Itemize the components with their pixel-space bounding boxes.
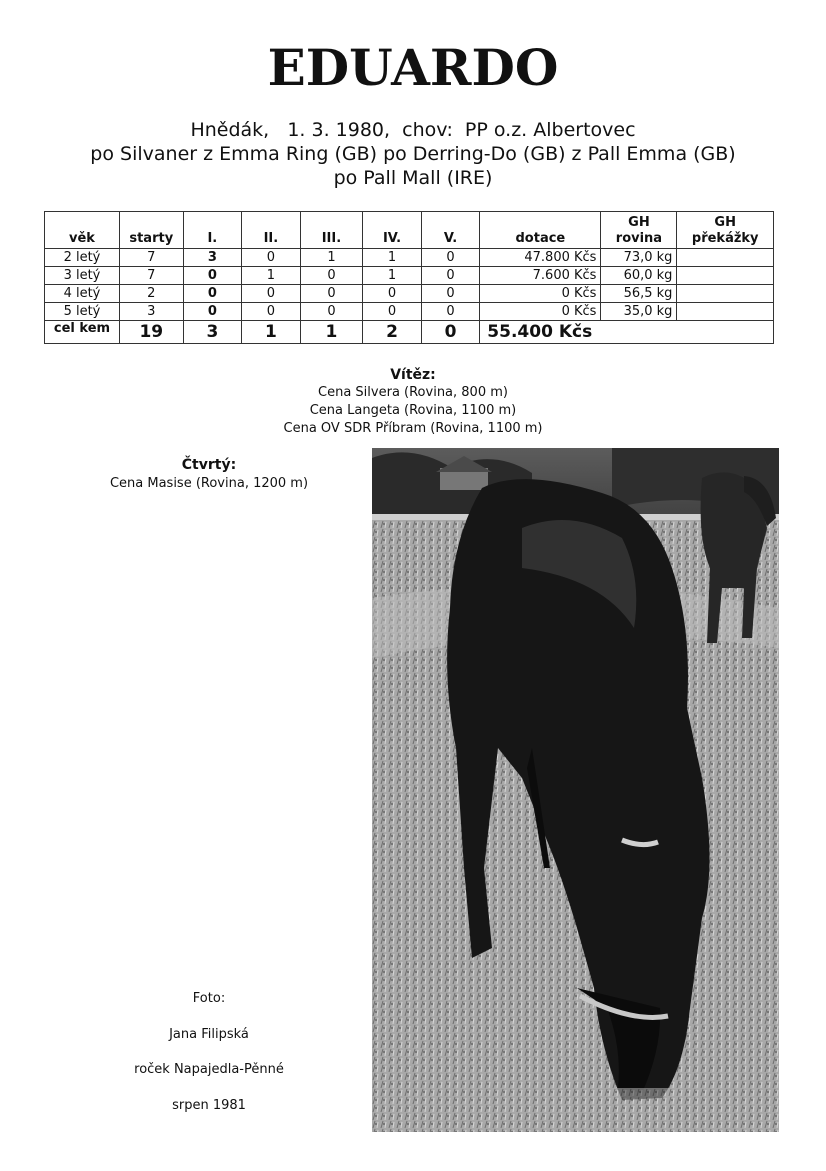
fourth-place-cell: 1 [363, 249, 422, 267]
total-first: 3 [183, 321, 242, 344]
third-place-cell: 1 [300, 249, 363, 267]
prize-cell: 7.600 Kčs [480, 267, 601, 285]
age-cell: 3 letý [45, 267, 120, 285]
prize-cell: 0 Kčs [480, 303, 601, 321]
gh-jump-bottom: překážky [691, 231, 759, 246]
second-place-cell: 0 [242, 249, 301, 267]
table-row [45, 285, 774, 303]
winner-race: Cena OV SDR Příbram (Rovina, 1100 m) [283, 421, 543, 436]
first-place-cell: 3 [183, 249, 242, 267]
age-cell: 4 letý [45, 285, 120, 303]
gh-jump-cell [677, 267, 774, 285]
col-third-header: III. [300, 212, 363, 249]
horse-photo [372, 448, 779, 1132]
gh-flat-top: GH [628, 215, 650, 230]
prize-cell: 0 Kčs [480, 285, 601, 303]
second-place-cell: 0 [242, 303, 301, 321]
fifth-place-cell: 0 [421, 267, 480, 285]
second-place-cell: 1 [242, 267, 301, 285]
total-prize: 55.400 Kčs [480, 321, 774, 344]
col-first-header: I. [183, 212, 242, 249]
fifth-place-cell: 0 [421, 249, 480, 267]
starts-cell: 3 [119, 303, 183, 321]
gh-flat-cell: 60,0 kg [601, 267, 677, 285]
fourth-place-heading: Čtvrtý: [181, 457, 237, 473]
col-gh-jump-header [677, 212, 774, 249]
first-place-cell: 0 [183, 303, 242, 321]
total-fifth: 0 [421, 321, 480, 344]
starts-cell: 7 [119, 249, 183, 267]
col-prize-header: dotace [480, 212, 601, 249]
gh-jump-top: GH [714, 215, 736, 230]
fifth-place-cell: 0 [421, 303, 480, 321]
fourth-place-cell: 0 [363, 303, 422, 321]
winner-race: Cena Langeta (Rovina, 1100 m) [309, 403, 517, 418]
third-place-cell: 0 [300, 285, 363, 303]
photo-credit-label: Foto: [192, 991, 226, 1006]
starts-cell: 2 [119, 285, 183, 303]
race-statistics-table [44, 211, 774, 344]
col-fifth-header: V. [421, 212, 480, 249]
third-place-cell: 0 [300, 267, 363, 285]
col-starts-header: starty [119, 212, 183, 249]
gh-flat-bottom: rovina [615, 231, 663, 246]
pedigree-line-3: po Pall Mall (IRE) [333, 167, 493, 189]
col-fourth-header: IV. [363, 212, 422, 249]
total-row [45, 321, 774, 344]
col-second-header: II. [242, 212, 301, 249]
fourth-place-cell: 0 [363, 285, 422, 303]
first-place-cell: 0 [183, 285, 242, 303]
age-cell: 2 letý [45, 249, 120, 267]
table-row [45, 267, 774, 285]
winner-race: Cena Silvera (Rovina, 800 m) [318, 385, 508, 400]
total-second: 1 [242, 321, 301, 344]
prize-cell: 47.800 Kčs [480, 249, 601, 267]
gh-jump-cell [677, 285, 774, 303]
horse-name-title: EDUARDO [267, 38, 559, 97]
first-place-cell: 0 [183, 267, 242, 285]
photo-credit-location: roček Napajedla-Pěnné [134, 1062, 284, 1077]
table-header-row [45, 212, 774, 249]
col-gh-flat-header [601, 212, 677, 249]
starts-cell: 7 [119, 267, 183, 285]
pedigree-line-2: po Silvaner z Emma Ring (GB) po Derring-Do (GB) z Pall Emma (GB) [90, 143, 736, 165]
gh-flat-cell: 73,0 kg [601, 249, 677, 267]
pedigree-line-1: Hnědák, 1. 3. 1980, chov: PP o.z. Albertovec [190, 119, 636, 141]
total-fourth: 2 [363, 321, 422, 344]
fifth-place-cell: 0 [421, 285, 480, 303]
gh-flat-cell: 35,0 kg [601, 303, 677, 321]
col-age-header: věk [45, 212, 120, 249]
photo-credit-author: Jana Filipská [169, 1027, 249, 1042]
second-place-cell: 0 [242, 285, 301, 303]
gh-jump-cell [677, 249, 774, 267]
third-place-cell: 0 [300, 303, 363, 321]
table-row [45, 303, 774, 321]
total-starts: 19 [119, 321, 183, 344]
total-third: 1 [300, 321, 363, 344]
table-row [45, 249, 774, 267]
fourth-place-cell: 1 [363, 267, 422, 285]
photo-credit-date: srpen 1981 [172, 1098, 246, 1113]
gh-jump-cell [677, 303, 774, 321]
total-label: cel kem [45, 321, 120, 344]
gh-flat-cell: 56,5 kg [601, 285, 677, 303]
fourth-place-race: Cena Masise (Rovina, 1200 m) [109, 476, 309, 491]
winner-heading: Vítěz: [390, 367, 436, 383]
age-cell: 5 letý [45, 303, 120, 321]
